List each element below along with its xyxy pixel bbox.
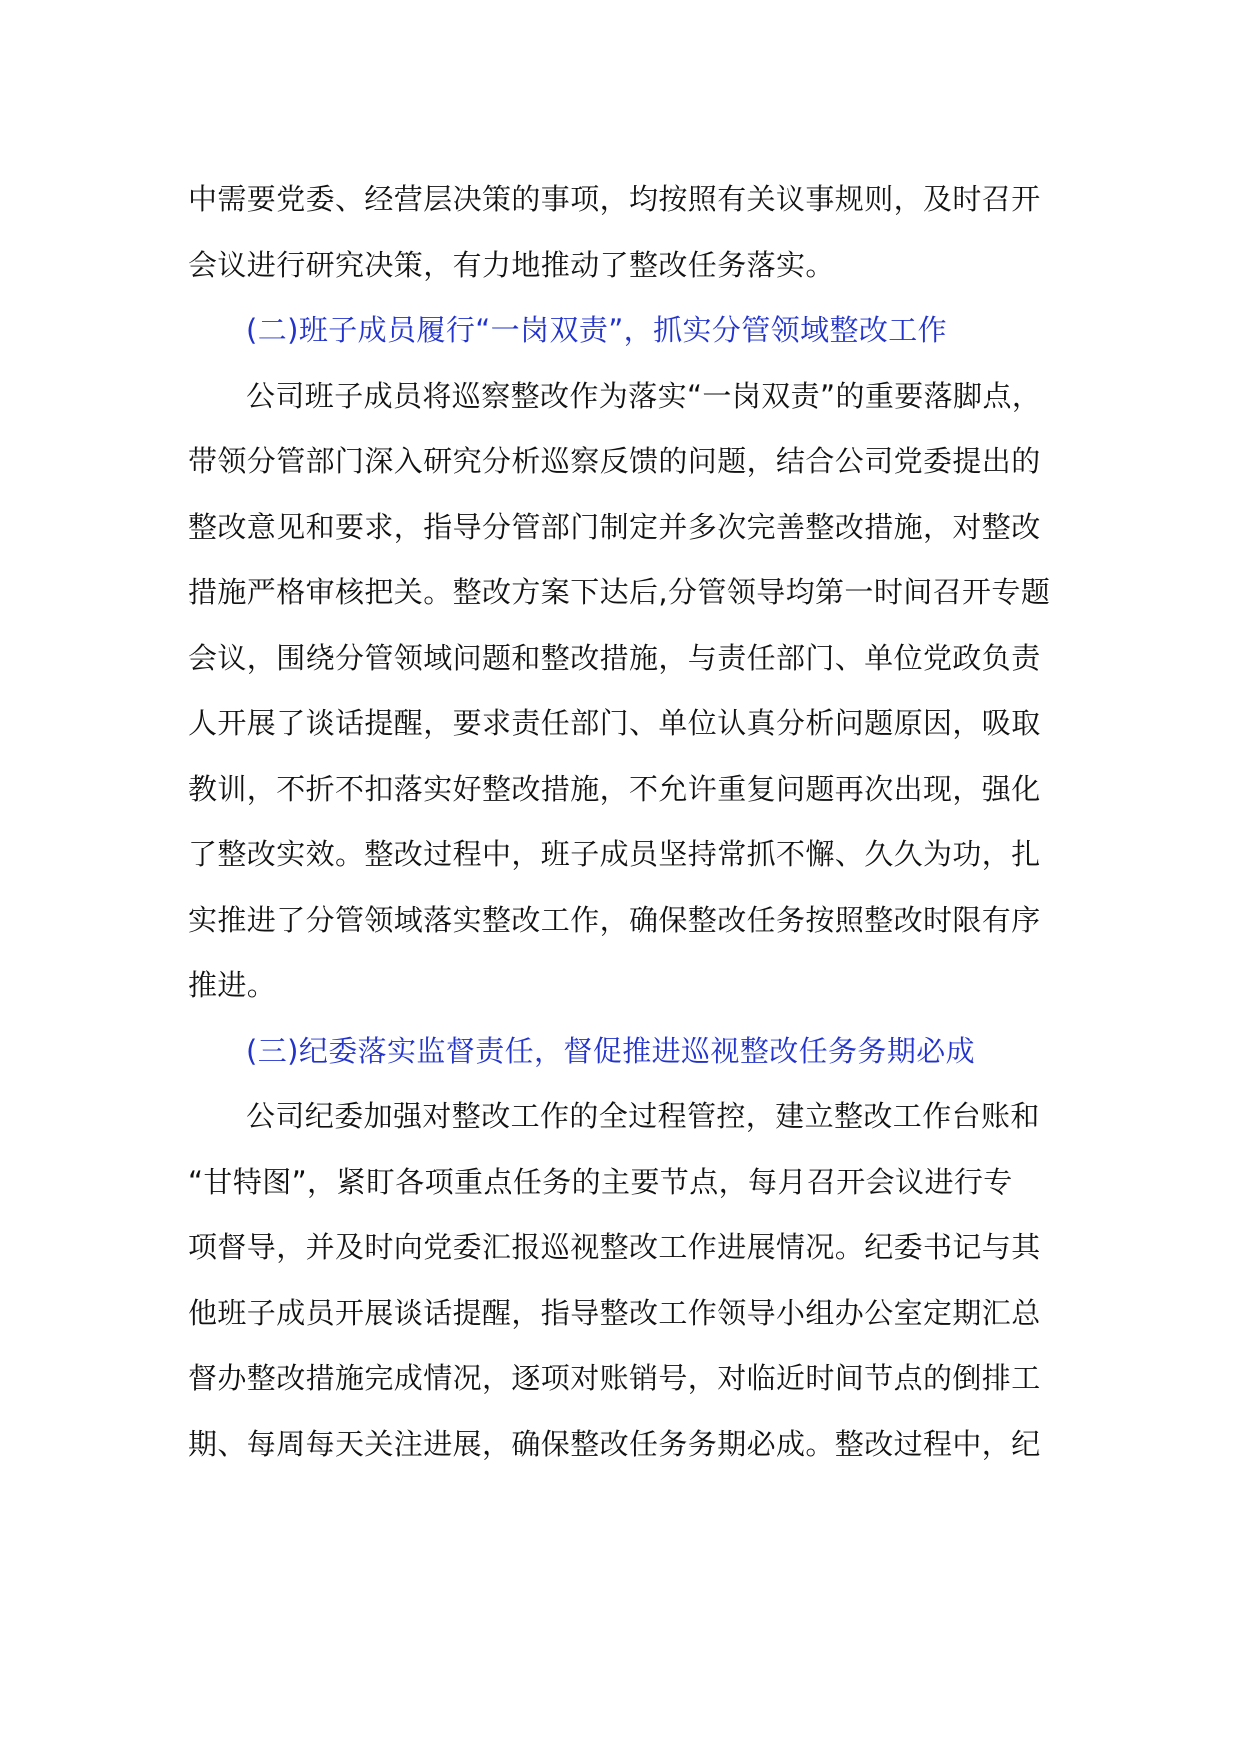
section-3-line-4: 他班子成员开展谈话提醒，指导整改工作领导小组办公室定期汇总 bbox=[188, 1295, 1041, 1330]
document-body bbox=[188, 167, 1058, 1477]
section-3-heading: (三)纪委落实监督责任，督促推进巡视整改任务务期必成 bbox=[246, 1033, 976, 1068]
intro-line-1: 中需要党委、经营层决策的事项，均按照有关议事规则，及时召开 bbox=[188, 182, 1041, 216]
section-2-line-10: 推进。 bbox=[188, 968, 277, 1002]
section-2-line-8: 了整改实效。整改过程中，班子成员坚持常抓不懈、久久为功，扎 bbox=[188, 837, 1041, 871]
section-2-line-9: 实推进了分管领域落实整改工作，确保整改任务按照整改时限有序 bbox=[188, 902, 1041, 937]
section-2-line-2: 带领分管部门深入研究分析巡察反馈的问题，结合公司党委提出的 bbox=[188, 444, 1041, 478]
section-2-line-4: 措施严格审核把关。整改方案下达后,分管领导均第一时间召开专题 bbox=[188, 575, 1051, 609]
section-2-heading: (二)班子成员履行“一岗双责”，抓实分管领域整改工作 bbox=[246, 313, 948, 347]
section-3-line-6: 期、每周每天关注进展，确保整改任务务期必成。整改过程中，纪 bbox=[188, 1426, 1041, 1461]
section-3-line-2: “甘特图”，紧盯各项重点任务的主要节点，每月召开会议进行专 bbox=[188, 1164, 1013, 1199]
intro-line-2: 会议进行研究决策，有力地推动了整改任务落实。 bbox=[188, 247, 835, 282]
section-2-line-5: 会议，围绕分管领域问题和整改措施，与责任部门、单位党政负责 bbox=[188, 640, 1041, 675]
section-2-line-3: 整改意见和要求，指导分管部门制定并多次完善整改措施，对整改 bbox=[188, 509, 1041, 544]
section-3-line-1: 公司纪委加强对整改工作的全过程管控，建立整改工作台账和 bbox=[246, 1099, 1040, 1133]
section-2-line-6: 人开展了谈话提醒，要求责任部门、单位认真分析问题原因，吸取 bbox=[188, 706, 1041, 740]
section-2-line-7: 教训，不折不扣落实好整改措施，不允许重复问题再次出现，强化 bbox=[188, 771, 1041, 806]
section-3-line-5: 督办整改措施完成情况，逐项对账销号，对临近时间节点的倒排工 bbox=[188, 1361, 1041, 1395]
section-3-line-3: 项督导，并及时向党委汇报巡视整改工作进展情况。纪委书记与其 bbox=[188, 1230, 1041, 1264]
section-2-line-1: 公司班子成员将巡察整改作为落实“一岗双责”的重要落脚点， bbox=[246, 378, 1042, 413]
